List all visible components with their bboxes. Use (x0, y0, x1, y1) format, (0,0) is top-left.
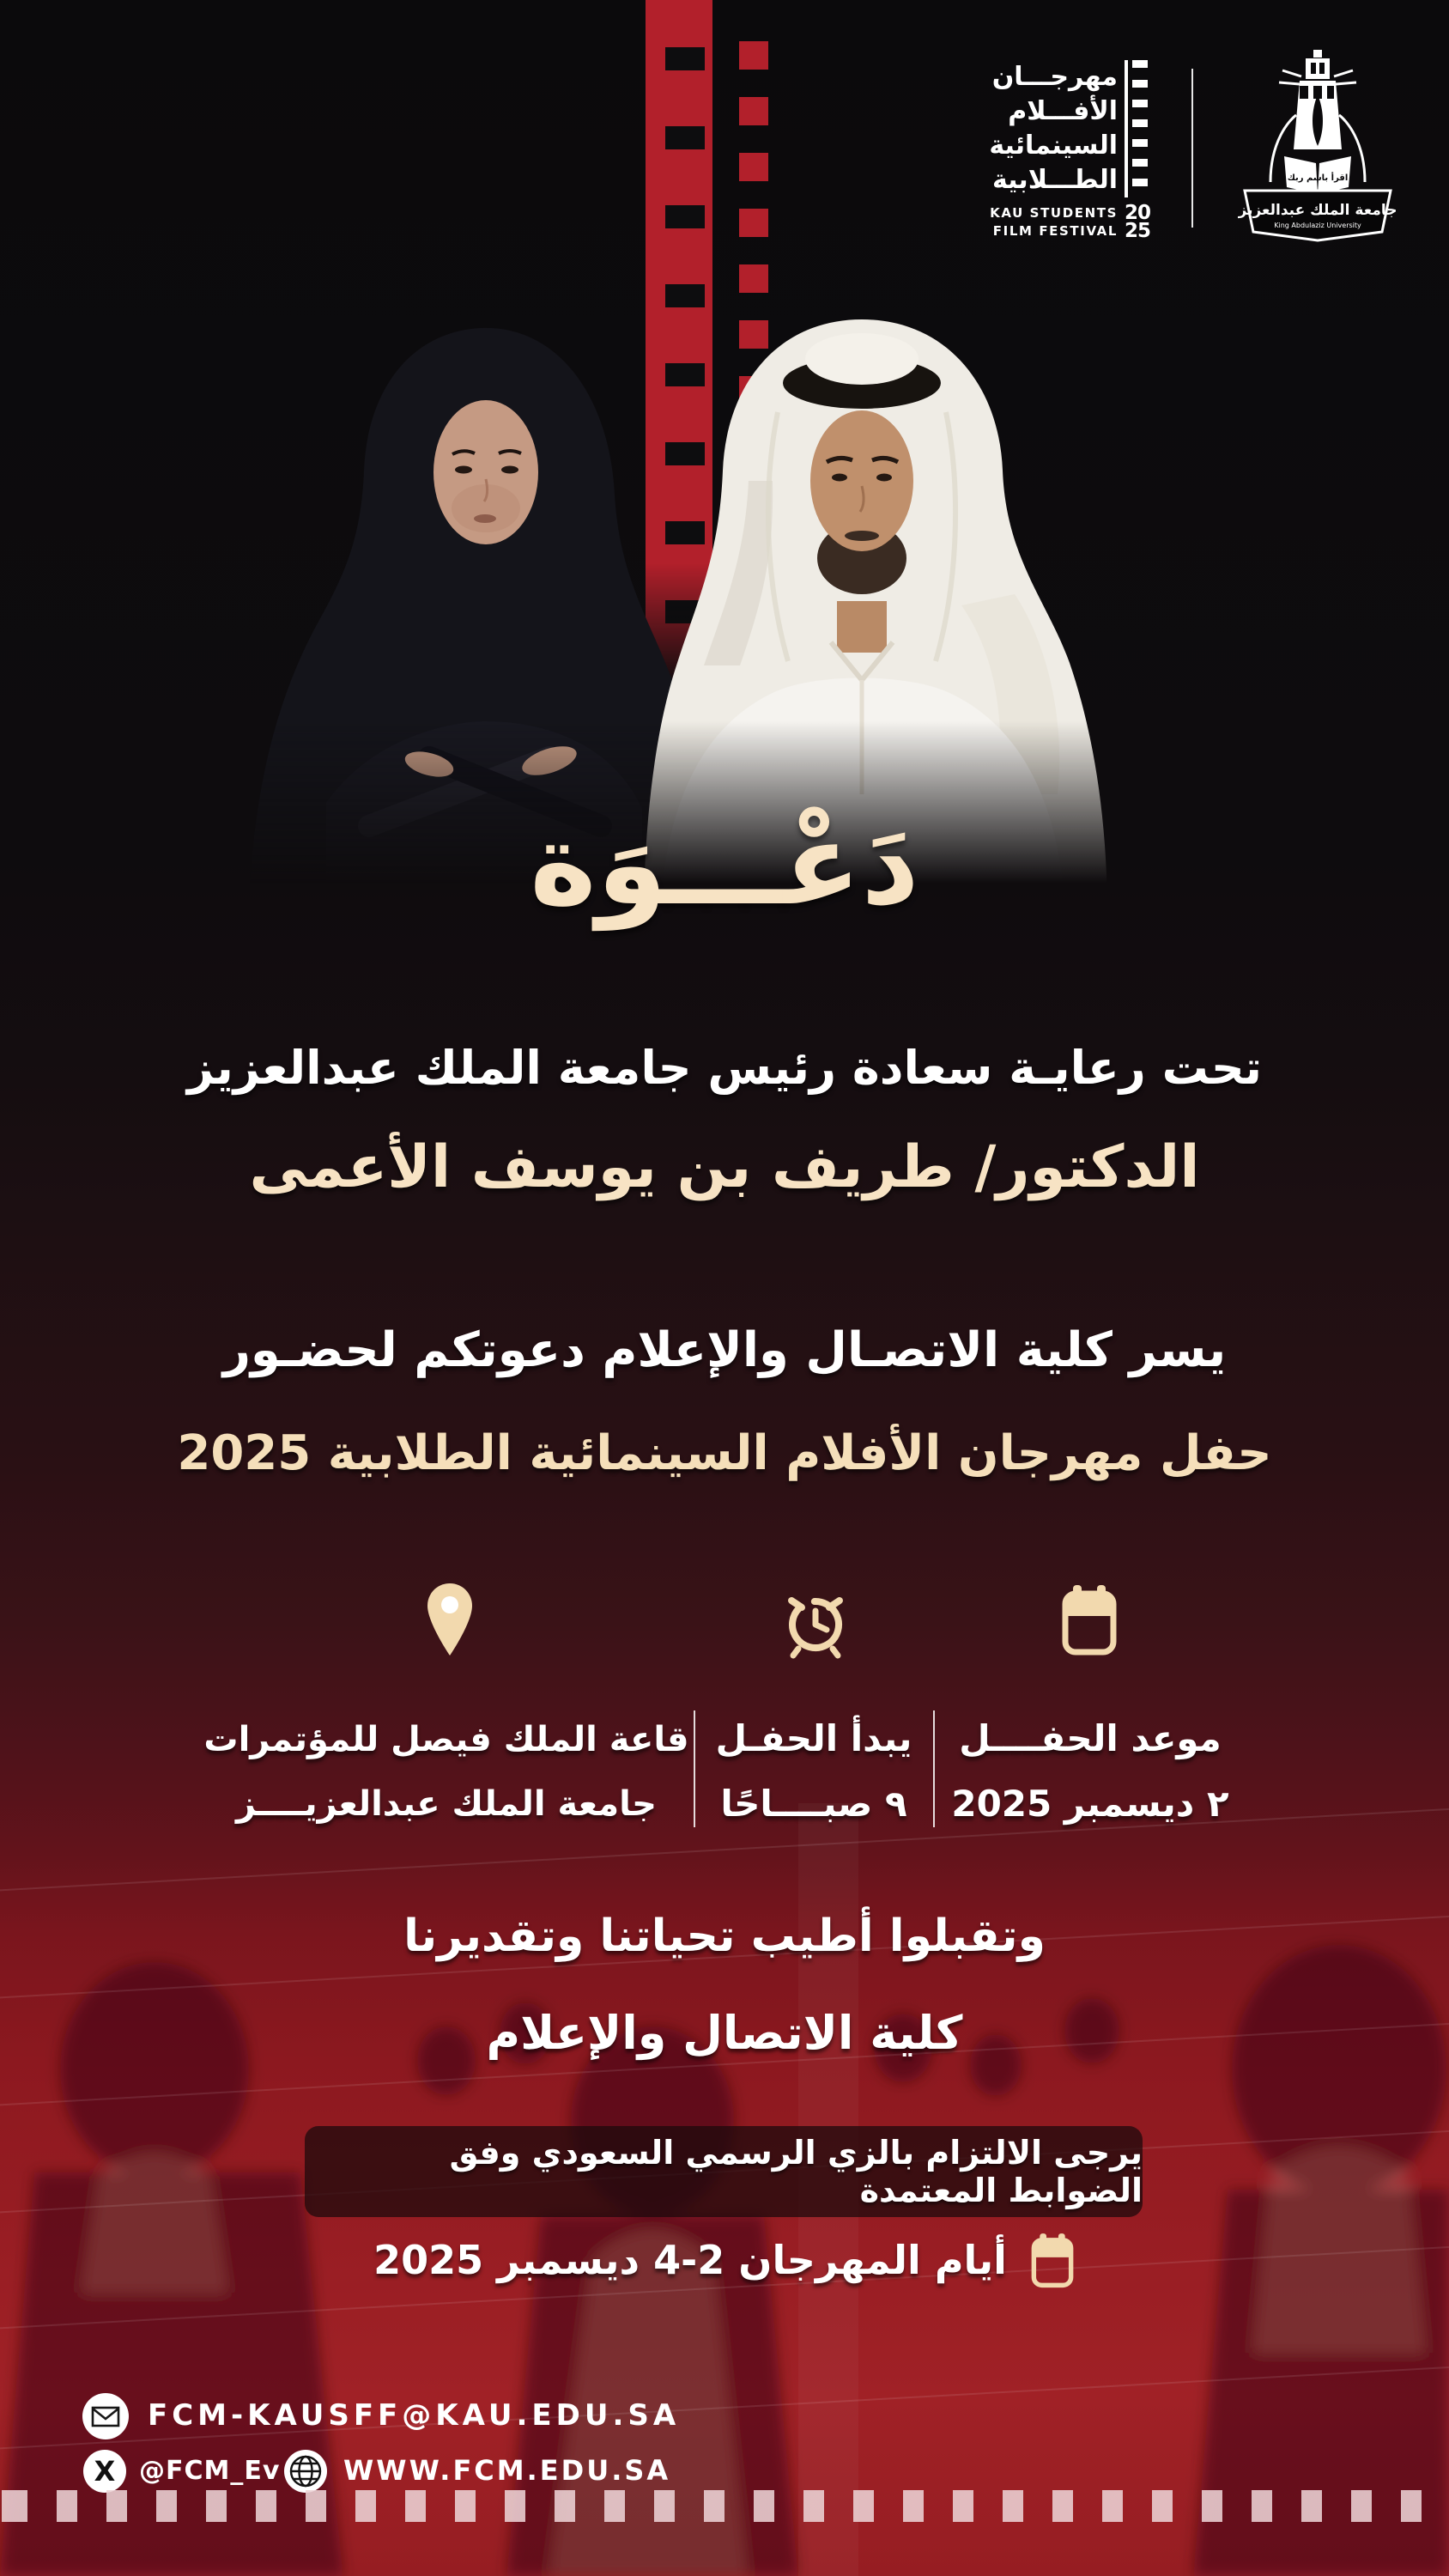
invite-line-2: حفل مهرجان الأفلام السينمائية الطلابية 2025 (177, 1425, 1272, 1481)
bottom-perforations (0, 2490, 1449, 2522)
svg-text:X: X (94, 2455, 116, 2488)
x-handle-text: @FCM_Ev (139, 2456, 281, 2486)
festival-days-text: أيام المهرجان 2-4 ديسمبر 2025 (373, 2237, 1007, 2283)
closing-line-1: وتقبلوا أطيب تحياتنا وتقديرنا (403, 1911, 1046, 1962)
date-value: ٢ ديسمبر 2025 (951, 1783, 1229, 1825)
time-value: ٩ صبــــاحًا (720, 1783, 907, 1825)
dress-code-note (305, 2126, 1143, 2217)
university-logo (1238, 45, 1397, 251)
festival-logo-year: 25 (1125, 220, 1151, 242)
university-logo-name-en: King Abdulaziz University (1274, 222, 1361, 229)
invite-line-1: يسر كلية الاتصـال والإعلام دعوتكم لحضـور (222, 1322, 1227, 1378)
lighthouse-lamp-icon (1313, 50, 1322, 58)
festival-days-calendar-icon (1029, 2231, 1076, 2289)
festival-logo (927, 60, 1152, 247)
festival-logo-english-line: KAU STUDENTS (990, 205, 1118, 221)
festival-logo-arabic-line: مهرجـــان (991, 62, 1118, 92)
festival-logo-year: 20 (1125, 202, 1151, 224)
venue-line-2: جامعة الملك عبدالعزيــــز (236, 1784, 657, 1824)
x-logo-icon (82, 2449, 127, 2494)
festival-logo-arabic-line: السينمائية (989, 131, 1118, 161)
envelope-icon (81, 2391, 130, 2441)
patronage-intro: تحت رعايـة سعادة رئيس جامعة الملك عبدالعزيز (186, 1041, 1263, 1095)
venue-line-1: قاعة الملك فيصل للمؤتمرات (203, 1720, 689, 1759)
festival-logo-arabic-line: الطـــلابية (991, 165, 1118, 195)
column-divider (933, 1710, 935, 1827)
patronage-name: الدكتور/ طريف بن يوسف الأعمى (249, 1133, 1200, 1201)
website-text: WWW.FCM.EDU.SA (343, 2454, 671, 2487)
festival-logo-arabic-line: الأفـــلام (1008, 96, 1118, 126)
column-divider (694, 1710, 695, 1827)
logo-divider (1191, 69, 1193, 228)
globe-icon (283, 2449, 328, 2494)
festival-days-row (0, 2231, 1449, 2289)
time-label: يبدأ الحفـل (715, 1717, 912, 1759)
festival-logo-filmstrip-icon (1125, 60, 1152, 247)
invitation-calligraphy: دَعْـــوَة (530, 799, 919, 931)
date-label: موعد الحفــــل (959, 1717, 1222, 1759)
email-text: FCM-KAUSFF@KAU.EDU.SA (148, 2398, 681, 2433)
closing-line-2: كلية الاتصال والإعلام (486, 2006, 963, 2060)
map-pin-icon (422, 1580, 477, 1659)
clock-icon (779, 1582, 852, 1661)
university-logo-book-text: اقرأ باسم ربك (1287, 173, 1349, 183)
festival-logo-english-line: FILM FESTIVAL (992, 223, 1118, 239)
calendar-icon (1061, 1582, 1118, 1657)
guests-photo (0, 0, 1449, 902)
dress-code-note-text: يرجى الالتزام بالزي الرسمي السعودي وفق الضوابط المعتمدة (449, 2134, 1143, 2209)
university-logo-name-ar: جامعة الملك عبدالعزيز (1238, 202, 1397, 219)
